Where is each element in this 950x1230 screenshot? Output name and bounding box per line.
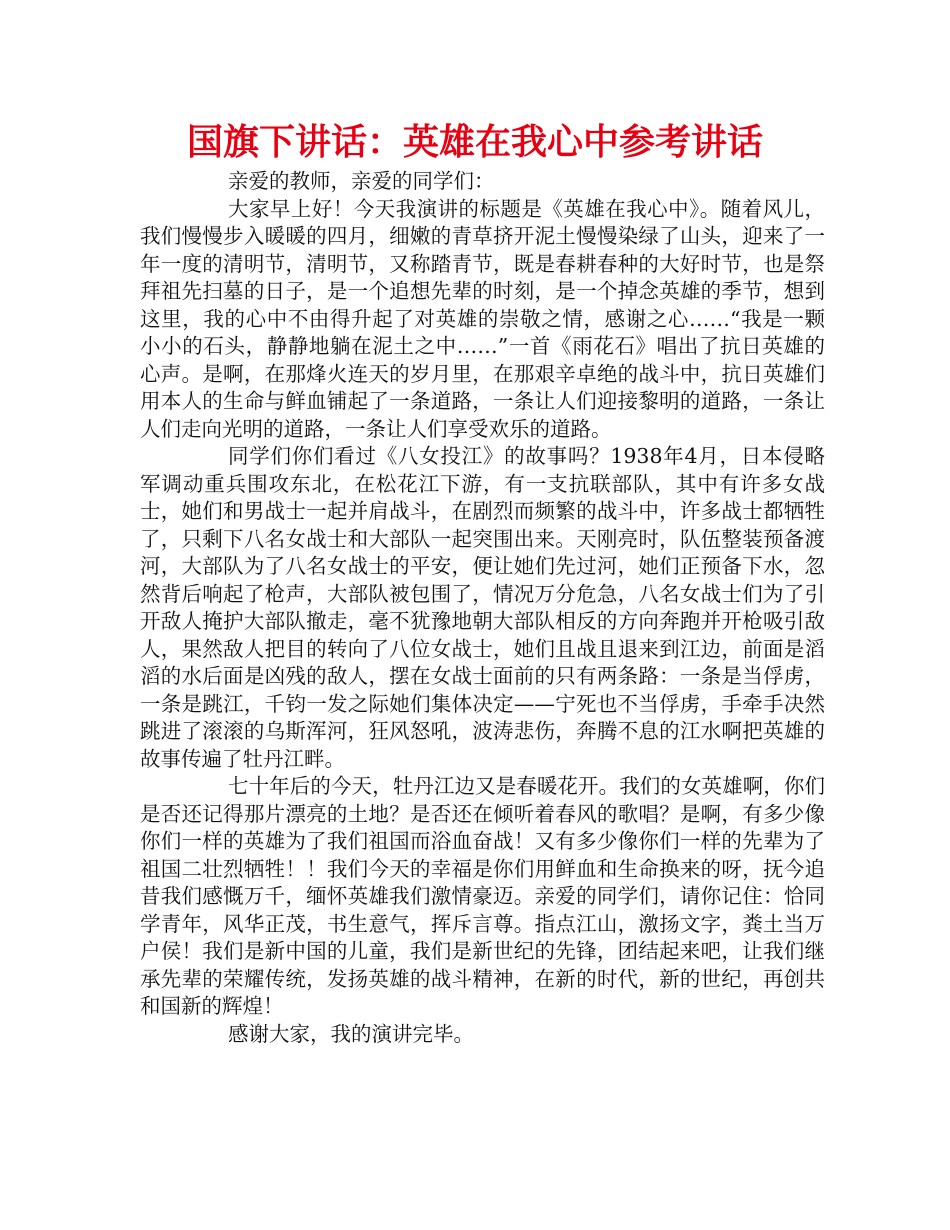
document-body — [140, 168, 825, 1048]
opening-paragraph: 大家早上好！今天我演讲的标题是《英雄在我心中》。随着风儿，我们慢慢步入暖暖的四月，细嫩的青草挤开泥土慢慢染绿了山头，迎来了一年一度的清明节，清明节，又称踏青节，既是春耕春种的大好时节，也是祭拜祖先扫墓的日子，是一个追想先辈的时刻，是一个掉念英雄的季节，想到这里，我的心中不由得升起了对英雄的崇敬之情，感谢之心……“我是一颗小小的石头，静静地躺在泥土之中……”一首《雨花石》唱出了抗日英雄的心声。是啊，在那烽火连天的岁月里，在那艰辛卓绝的战斗中，抗日英雄们用本人的生命与鲜血铺起了一条道路，一条让人们迎接黎明的道路，一条让人们走向光明的道路，一条让人们享受欢乐的道路。 — [140, 196, 825, 441]
reflection-paragraph: 七十年后的今天，牡丹江边又是春暖花开。我们的女英雄啊，你们是否还记得那片漂亮的土地？是否还在倾听着春风的歌唱？是啊，有多少像你们一样的英雄为了我们祖国而浴血奋战！又有多少像你们一样的先辈为了祖国二壮烈牺牲！！我们今天的幸福是你们用鲜血和生命换来的呀，抚今追昔我们感慨万千，缅怀英雄我们激情豪迈。亲爱的同学们，请你记住：恰同学青年，风华正茂，书生意气，挥斥言尊。指点江山，激扬文字，粪土当万户侯！我们是新中国的儿童，我们是新世纪的先锋，团结起来吧，让我们继承先辈的荣耀传统，发扬英雄的战斗精神，在新的时代，新的世纪，再创共和国新的辉煌！ — [140, 774, 825, 1018]
salutation-paragraph: 亲爱的教师，亲爱的同学们： — [228, 169, 495, 193]
story-paragraph: 同学们你们看过《八女投江》的故事吗？1938年4月，日本侵略军调动重兵围攻东北，在松花江下游，有一支抗联部队，其中有许多女战士，她们和男战士一起并肩战斗，在剧烈而频繁的战斗中，许多战士都牺牲了，只剩下八名女战士和大部队一起突围出来。天刚亮时，队伍整装预备渡河，大部队为了八名女战士的平安，便让她们先过河，她们正预备下水，忽然背后响起了枪声，大部队被包围了，情况万分危急，八名女战士们为了引开敌人掩护大部队撤走，毫不犹豫地朝大部队相反的方向奔跑并开枪吸引敌人，果然敌人把目的转向了八位女战士，她们且战且退来到江边，前面是滔滔的水后面是凶残的敌人，摆在女战士面前的只有两条路：一条是当俘虏，一条是跳江，千钧一发之际她们集体决定——宁死也不当俘虏，手牵手决然跳进了滚滚的乌斯浑河，狂风怒吼，波涛悲伤，奔腾不息的江水啊把英雄的故事传遍了牡丹江畔。 — [140, 444, 825, 771]
closing-paragraph: 感谢大家，我的演讲完毕。 — [228, 1021, 474, 1046]
document-title: 国旗下讲话：英雄在我心中参考讲话 — [186, 122, 763, 163]
